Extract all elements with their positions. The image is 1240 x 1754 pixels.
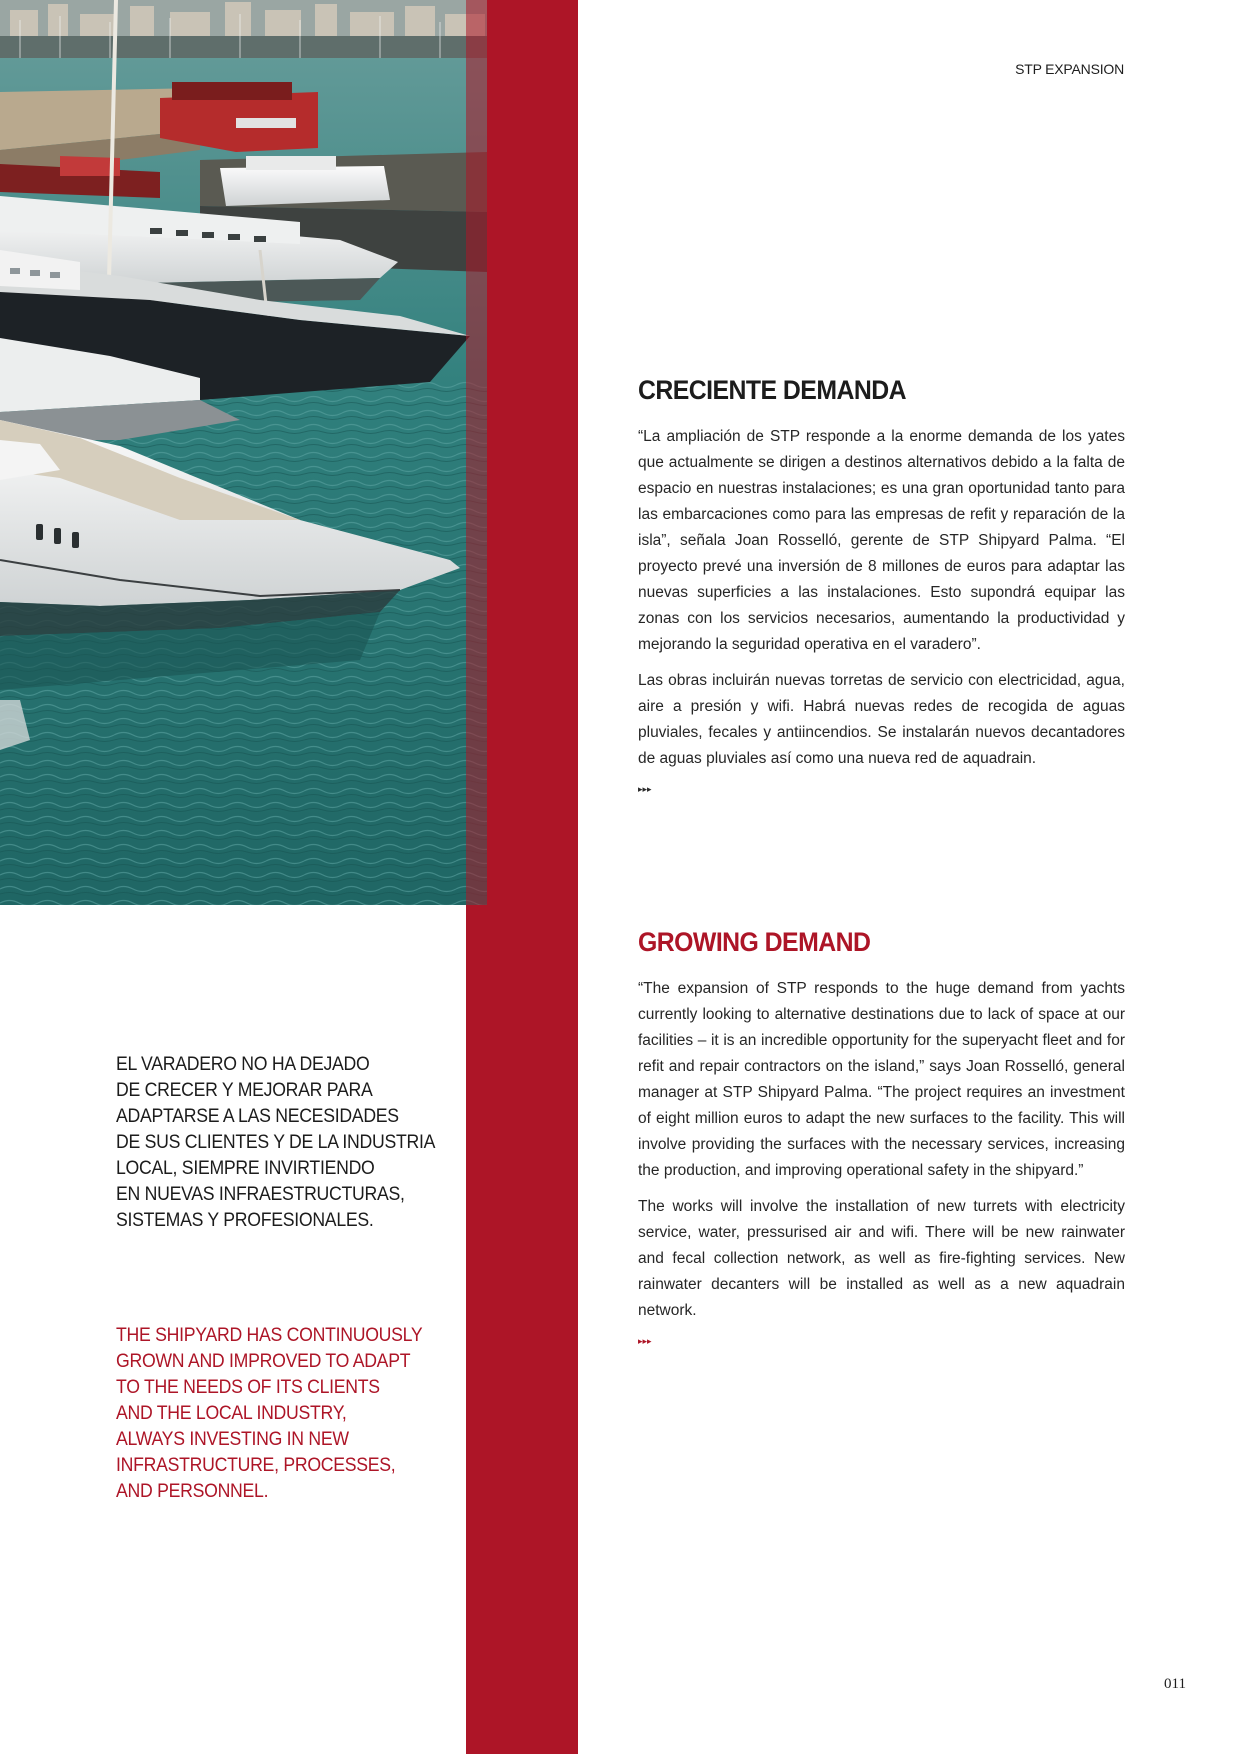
marina-photo [0,0,487,905]
article-spanish [638,374,1125,796]
article-heading-en: GROWING DEMAND [638,927,871,957]
pull-quote-line: LOCAL, SIEMPRE INVIRTIENDO [116,1158,375,1179]
article-paragraph-es-2: Las obras incluirán nuevas torretas de servicio con electricidad, agua, aire a presión y wifi. Habrá nuevas redes de recogida de aguas pluviales, fecales y antiincendios. Se instalarán nuevos decantadores de aguas pluviales así como una nueva red de aquadrain. [638,672,1125,767]
page-number: 011 [1164,1676,1186,1692]
pull-quote-line: EN NUEVAS INFRAESTRUCTURAS, [116,1184,405,1205]
pull-quote-line: AND THE LOCAL INDUSTRY, [116,1403,347,1424]
pull-quote-line: EL VARADERO NO HA DEJADO [116,1054,370,1075]
pull-quote-line: AND PERSONNEL. [116,1481,269,1502]
article-paragraph-es-1: “La ampliación de STP responde a la enorme demanda de los yates que actualmente se dirigen a destinos alternativos debido a la falta de espacio en nuestras instalaciones; es una gran oportunidad tanto para las embarcaciones como para las empresas de refit y reparación de la isla”, señala Joan Rosselló, gerente de STP Shipyard Palma. “El proyecto prevé una inversión de 8 millones de euros para adaptar las nuevas superficies a las instalaciones. Esto supondrá equipar las zonas con los servicios necesarios, aumentando la productividad y mejorando la seguridad operativa en el varadero”. [638,428,1125,653]
pull-quote-line: ALWAYS INVESTING IN NEW [116,1429,349,1450]
pull-quote-line: ADAPTARSE A LAS NECESIDADES [116,1106,399,1127]
article-heading-es: CRECIENTE DEMANDA [638,375,907,405]
article-paragraph-en-2: The works will involve the installation of new turrets with electricity service, water, pressurised air and wifi. There will be new rainwater and fecal collection network, as well as fire-fighting services. New rainwater decanters will be installed as well as a new aquadrain network. [638,1198,1125,1319]
pull-quote-spanish [116,1052,436,1234]
pull-quote-line: SISTEMAS Y PROFESIONALES. [116,1210,374,1231]
continue-arrows-icon: ▸▸▸ [638,1336,652,1346]
pull-quote-line: DE SUS CLIENTES Y DE LA INDUSTRIA [116,1132,436,1153]
photo-red-overlay [466,0,487,905]
section-label: STP EXPANSION [1015,61,1124,77]
pull-quote-line: TO THE NEEDS OF ITS CLIENTS [116,1377,380,1398]
article-paragraph-en-1: “The expansion of STP responds to the huge demand from yachts currently looking to alternative destinations due to lack of space at our facilities – it is an incredible opportunity for the superyacht fleet and for refit and repair contractors on the island,” says Joan Rosselló, general manager at STP Shipyard Palma. “The project requires an investment of eight million euros to adapt the new surfaces to the facility. This will involve providing the surfaces with the necessary services, increasing the production, and improving operational safety in the shipyard.” [638,980,1125,1179]
pull-quote-line: THE SHIPYARD HAS CONTINUOUSLY [116,1325,423,1346]
pull-quote-line: DE CRECER Y MEJORAR PARA [116,1080,373,1101]
pull-quote-line: INFRASTRUCTURE, PROCESSES, [116,1455,396,1476]
pull-quote-line: GROWN AND IMPROVED TO ADAPT [116,1351,411,1372]
pull-quote-english [116,1323,432,1505]
article-english [638,926,1125,1348]
continue-arrows-icon: ▸▸▸ [638,784,652,794]
